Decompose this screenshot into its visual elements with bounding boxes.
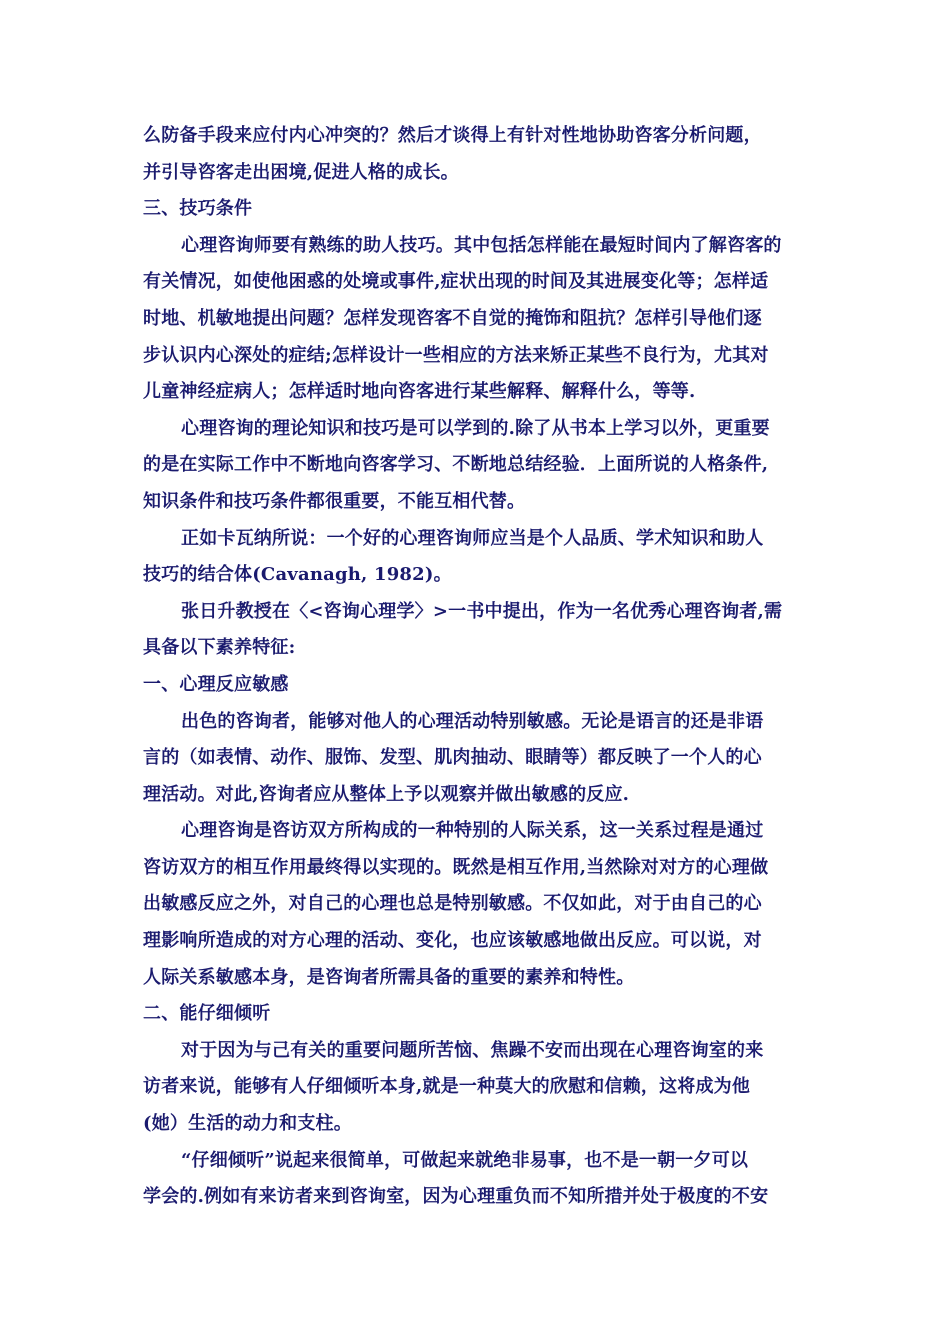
body-text — [143, 118, 807, 1216]
text-line: 二、能仔细倾听 — [143, 1003, 271, 1025]
text-line: 理影响所造成的对方心理的活动、变化，也应该敏感地做出反应。可以说，对 — [143, 930, 762, 952]
text-line: 一、心理反应敏感 — [143, 673, 289, 695]
text-line: 出色的咨询者，能够对他人的心理活动特别敏感。无论是语言的还是非语 — [181, 710, 764, 732]
text-line: 访者来说，能够有人仔细倾听本身,就是一种莫大的欣慰和信赖，这将成为他 — [143, 1076, 751, 1098]
text-line: 心理咨询是咨访双方所构成的一种特别的人际关系，这一关系过程是通过 — [181, 820, 764, 842]
text-line: 儿童神经症病人；怎样适时地向咨客进行某些解释、解释什么，等等. — [143, 381, 696, 403]
text-line: 学会的.例如有来访者来到咨询室，因为心理重负而不知所措并处于极度的不安 — [143, 1186, 769, 1208]
text-line: 正如卡瓦纳所说：一个好的心理咨询师应当是个人品质、学术知识和助人 — [181, 527, 764, 549]
text-line: 咨访双方的相互作用最终得以实现的。既然是相互作用,当然除对对方的心理做 — [143, 856, 769, 878]
text-line: “仔细倾听”说起来很简单，可做起来就绝非易事，也不是一朝一夕可以 — [181, 1149, 749, 1171]
text-line: 张日升教授在〈<咨询心理学〉>一书中提出，作为一名优秀心理咨询者,需 — [181, 600, 783, 622]
text-line: 三、技巧条件 — [143, 198, 253, 220]
text-line: 么防备手段来应付内心冲突的？然后才谈得上有针对性地协助咨客分析问题， — [143, 125, 762, 146]
text-line: 具备以下素养特征: — [143, 637, 296, 659]
text-line: 技巧的结合体(Cavanagh, 1982)。 — [143, 564, 452, 586]
text-line: 的是在实际工作中不断地向咨客学习、不断地总结经验．上面所说的人格条件, — [143, 454, 769, 476]
text-line: 心理咨询的理论知识和技巧是可以学到的.除了从书本上学习以外，更重要 — [181, 417, 770, 439]
text-line: (她）生活的动力和支柱。 — [143, 1113, 352, 1135]
text-line: 心理咨询师要有熟练的助人技巧。其中包括怎样能在最短时间内了解咨客的 — [181, 234, 782, 256]
text-line: 步认识内心深处的症结;怎样设计一些相应的方法来矫正某些不良行为，尤其对 — [143, 344, 769, 366]
text-line: 知识条件和技巧条件都很重要，不能互相代替。 — [143, 490, 526, 512]
text-line: 人际关系敏感本身，是咨询者所需具备的重要的素养和特性。 — [143, 966, 635, 988]
text-line: 言的（如表情、动作、服饰、发型、肌肉抽动、眼睛等）都反映了一个人的心 — [143, 747, 762, 769]
text-line: 对于因为与己有关的重要问题所苦恼、焦躁不安而出现在心理咨询室的来 — [181, 1039, 764, 1061]
text-line: 并引导咨客走出困境,促进人格的成长。 — [143, 161, 459, 183]
text-line: 有关情况，如使他困惑的处境或事件,症状出现的时间及其进展变化等；怎样适 — [143, 271, 769, 293]
text-line: 理活动。对此,咨询者应从整体上予以观察并做出敏感的反应. — [143, 783, 630, 805]
text-line: 出敏感反应之外，对自己的心理也总是特别敏感。不仅如此，对于由自己的心 — [143, 893, 762, 915]
text-line: 时地、机敏地提出问题？怎样发现咨客不自觉的掩饰和阻抗？怎样引导他们逐 — [143, 307, 762, 329]
